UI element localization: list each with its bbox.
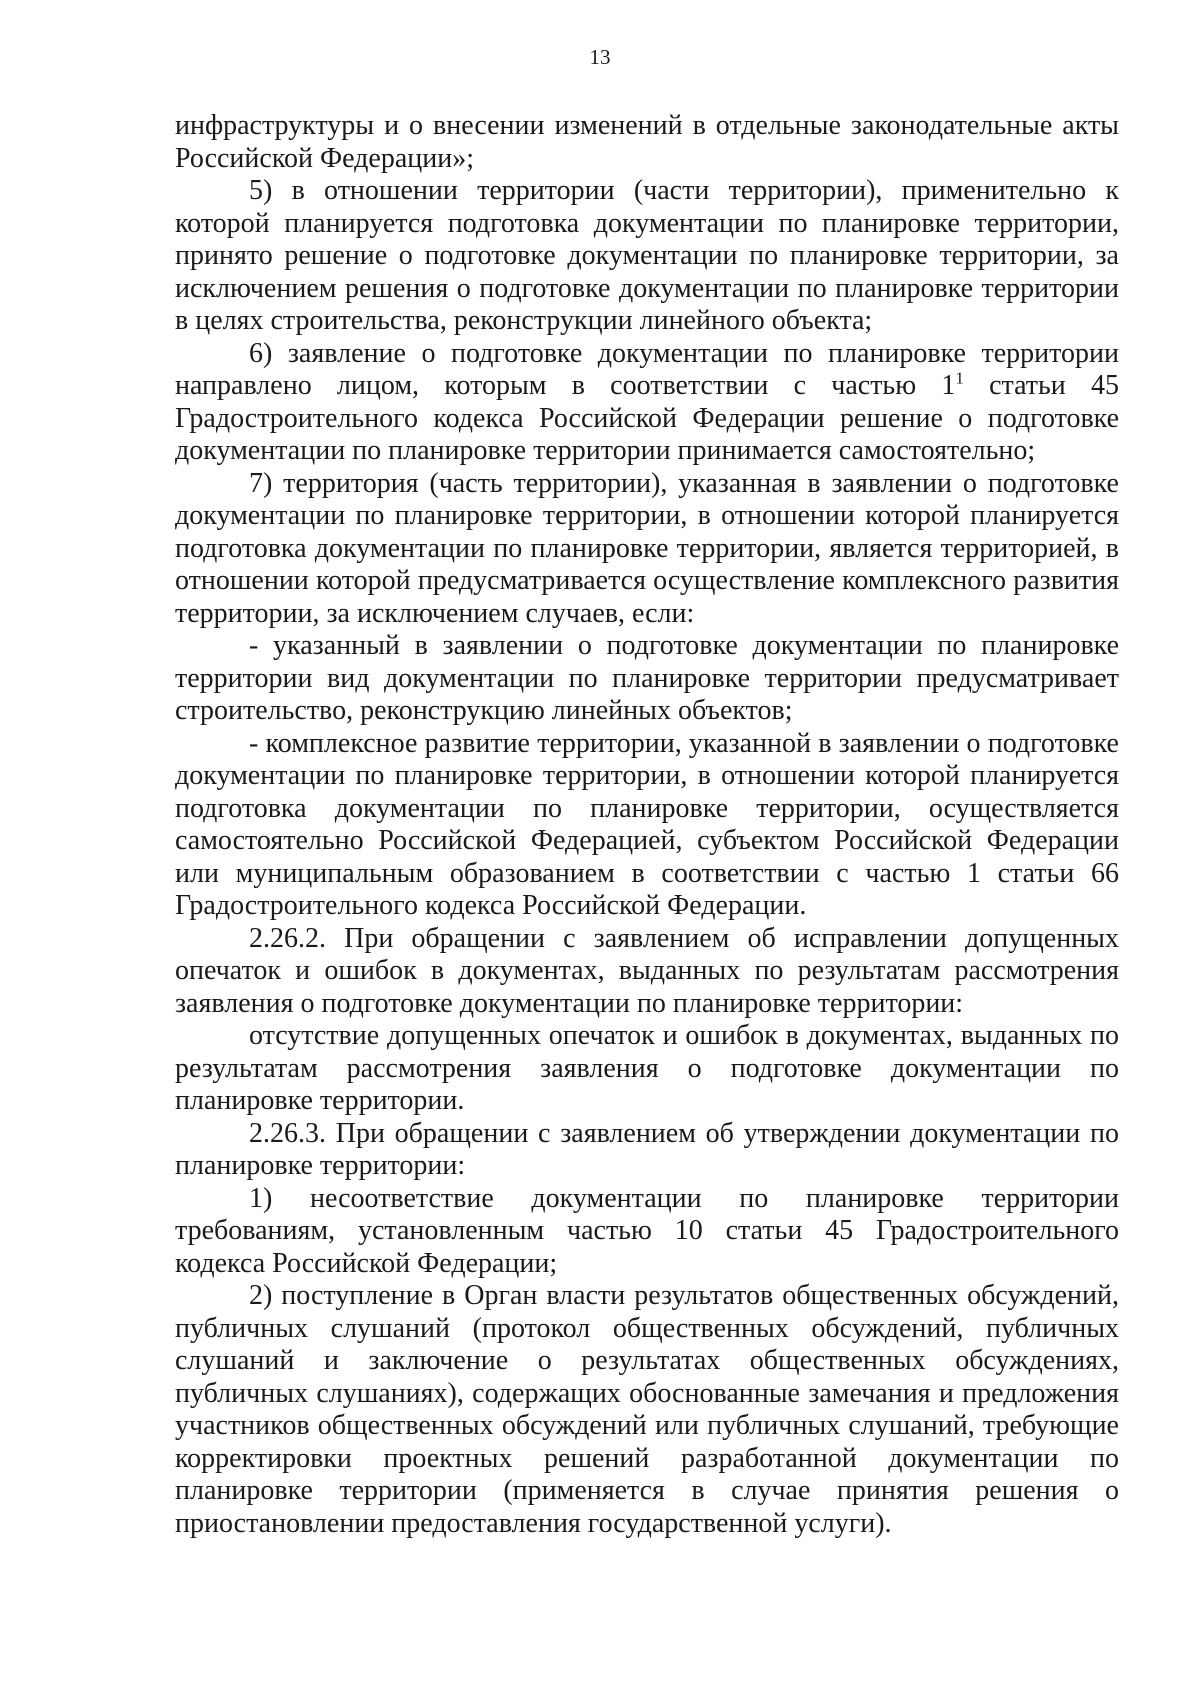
paragraph-dash-1: - указанный в заявлении о подготовке документации по планировке территории вид документации по планировке территории предусматривает строительство, реконструкцию линейных объектов; [175,630,1119,726]
paragraph-continuation: инфраструктуры и о внесении изменений в отдельные законодательные акты Российской Федерации»; [175,110,1119,174]
paragraph-2-26-2: 2.26.2. При обращении с заявлением об исправлении допущенных опечаток и ошибок в документах, выданных по результатам рассмотрения заявления о подготовке документации по планировке территории: [175,922,1119,1019]
page-number: 13 [589,45,611,69]
paragraph-2-26-3: 2.26.3. При обращении с заявлением об утверждении документации по планировке территории: [175,1117,1119,1181]
paragraph-2-26-2-ground: отсутствие допущенных опечаток и ошибок в документах, выданных по результатам рассмотрения заявления о подготовке документации по планировке территории. [175,1020,1119,1116]
paragraph-2-26-3-item-1: 1) несоответствие документации по планировке территории требованиям, установленным частью 10 статьи 45 Градостроительного кодекса Российской Федерации; [175,1182,1119,1279]
paragraph-2-26-3-item-2: 2) поступление в Орган власти результатов общественных обсуждений, публичных слушаний (протокол общественных обсуждений, публичных слушаний и заключение о результатах общественных обсуждениях, публичных слушаниях), содержащих обоснованные замечания и предложения участников общественных обсуждений или публичных слушаний, требующие корректировки проектных решений разработанной документации по планировке территории (применяется в случае принятия решения о приостановлении предоставления государственной услуги). [175,1280,1119,1539]
superscript-index: 1 [955,368,964,388]
paragraph-item-6 [175,338,1119,468]
paragraph-dash-2: - комплексное развитие территории, указанной в заявлении о подготовке документации по планировке территории, в отношении которой планируется подготовка документации по планировке территории, осуществляется самостоятельно Российской Федерацией, субъектом Российской Федерации или муниципальным образованием в соответствии с частью 1 статьи 66 Градостроительного кодекса Российской Федерации. [175,727,1119,921]
document-body [175,110,1119,1540]
paragraph-item-7: 7) территория (часть территории), указанная в заявлении о подготовке документации по планировке территории, в отношении которой планируется подготовка документации по планировке территории, является территорией, в отношении которой предусматривается осуществление комплексного развития территории, за исключением случаев, если: [175,467,1119,629]
paragraph-item-6-text-end: статьи 45 Градостроительного кодекса Российской Федерации решение о подготовке документации по планировке территории принимается самостоятельно; [175,370,1119,466]
paragraph-item-6-text-start: 6) заявление о подготовке документации по планировке территории направлено лицом, которым в соответствии с частью 1 [175,337,1119,401]
paragraph-item-5: 5) в отношении территории (части территории), применительно к которой планируется подготовка документации по планировке территории, принято решение о подготовке документации по планировке территории, за исключением решения о подготовке документации по планировке территории в целях строительства, реконструкции линейного объекта; [175,175,1119,336]
